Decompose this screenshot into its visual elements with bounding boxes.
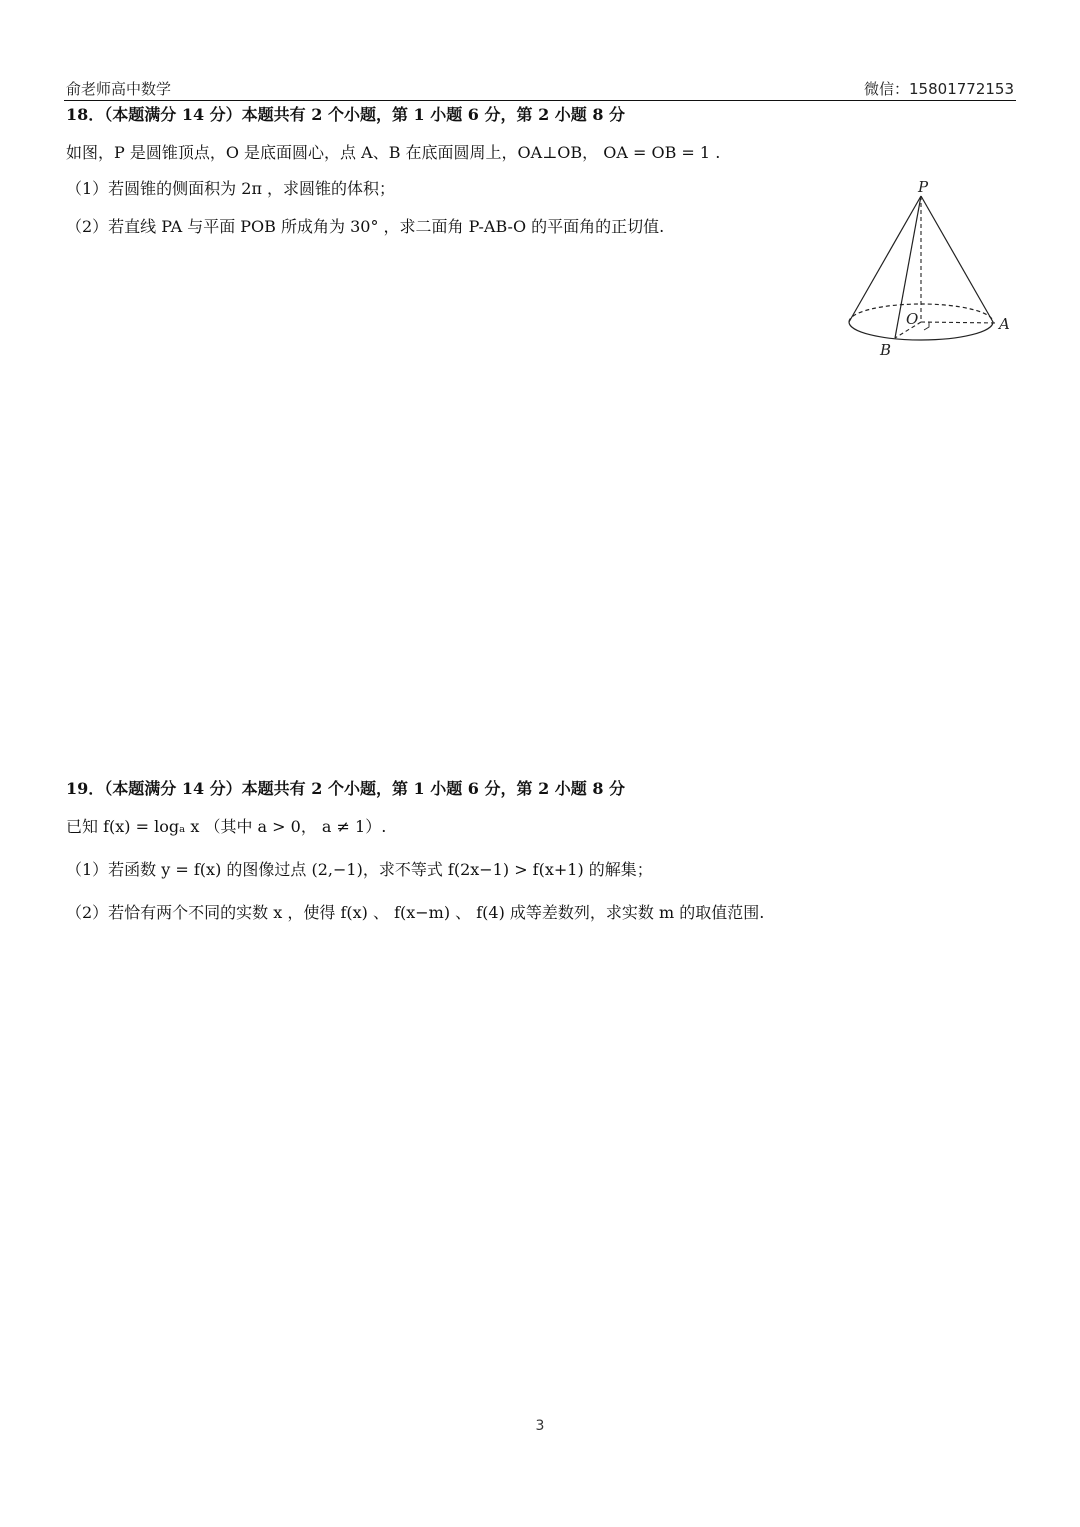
right-angle-mark bbox=[924, 322, 929, 330]
cone-diagram bbox=[835, 172, 1025, 362]
segment-OA bbox=[921, 322, 997, 323]
label-O: O bbox=[906, 310, 919, 328]
q19-part1: （1）若函数 y = f(x) 的图像过点 (2,−1)，求不等式 f(2x−1) > f(x+1) 的解集； bbox=[66, 860, 653, 879]
header-divider bbox=[64, 100, 1016, 101]
cone-left-edge bbox=[849, 196, 921, 322]
header-right-text: 微信：15801772153 bbox=[864, 80, 1014, 98]
q18-part2: （2）若直线 PA 与平面 POB 所成角为 30° ，求二面角 P-AB-O 的平面角的正切值. bbox=[66, 217, 665, 236]
q18-title: 18．（本题满分 14 分）本题共有 2 个小题，第 1 小题 6 分，第 2 小题 8 分 bbox=[66, 105, 626, 124]
q18-part1: （1）若圆锥的侧面积为 2π ，求圆锥的体积； bbox=[66, 179, 396, 198]
q18-stem: 如图，P 是圆锥顶点，O 是底面圆心，点 A、B 在底面圆周上，OA⊥OB， OA = OB = 1 . bbox=[66, 143, 721, 162]
q19-stem: 已知 f(x) = logₐ x （其中 a > 0， a ≠ 1）. bbox=[66, 817, 387, 836]
page-number: 3 bbox=[535, 1418, 545, 1434]
cone-figure bbox=[835, 172, 1025, 366]
label-A: A bbox=[999, 315, 1010, 333]
q19-title: 19．（本题满分 14 分）本题共有 2 个小题，第 1 小题 6 分，第 2 小题 8 分 bbox=[66, 779, 626, 798]
q19-part2: （2）若恰有两个不同的实数 x ，使得 f(x) 、 f(x−m) 、 f(4) 成等差数列，求实数 m 的取值范围. bbox=[66, 903, 765, 922]
cone-base-front-arc bbox=[849, 322, 993, 340]
header-left-text: 俞老师高中数学 bbox=[66, 80, 172, 98]
label-P: P bbox=[918, 178, 929, 196]
label-B: B bbox=[880, 341, 892, 359]
cone-right-edge bbox=[921, 196, 993, 322]
cone-base-back-arc bbox=[849, 304, 993, 322]
